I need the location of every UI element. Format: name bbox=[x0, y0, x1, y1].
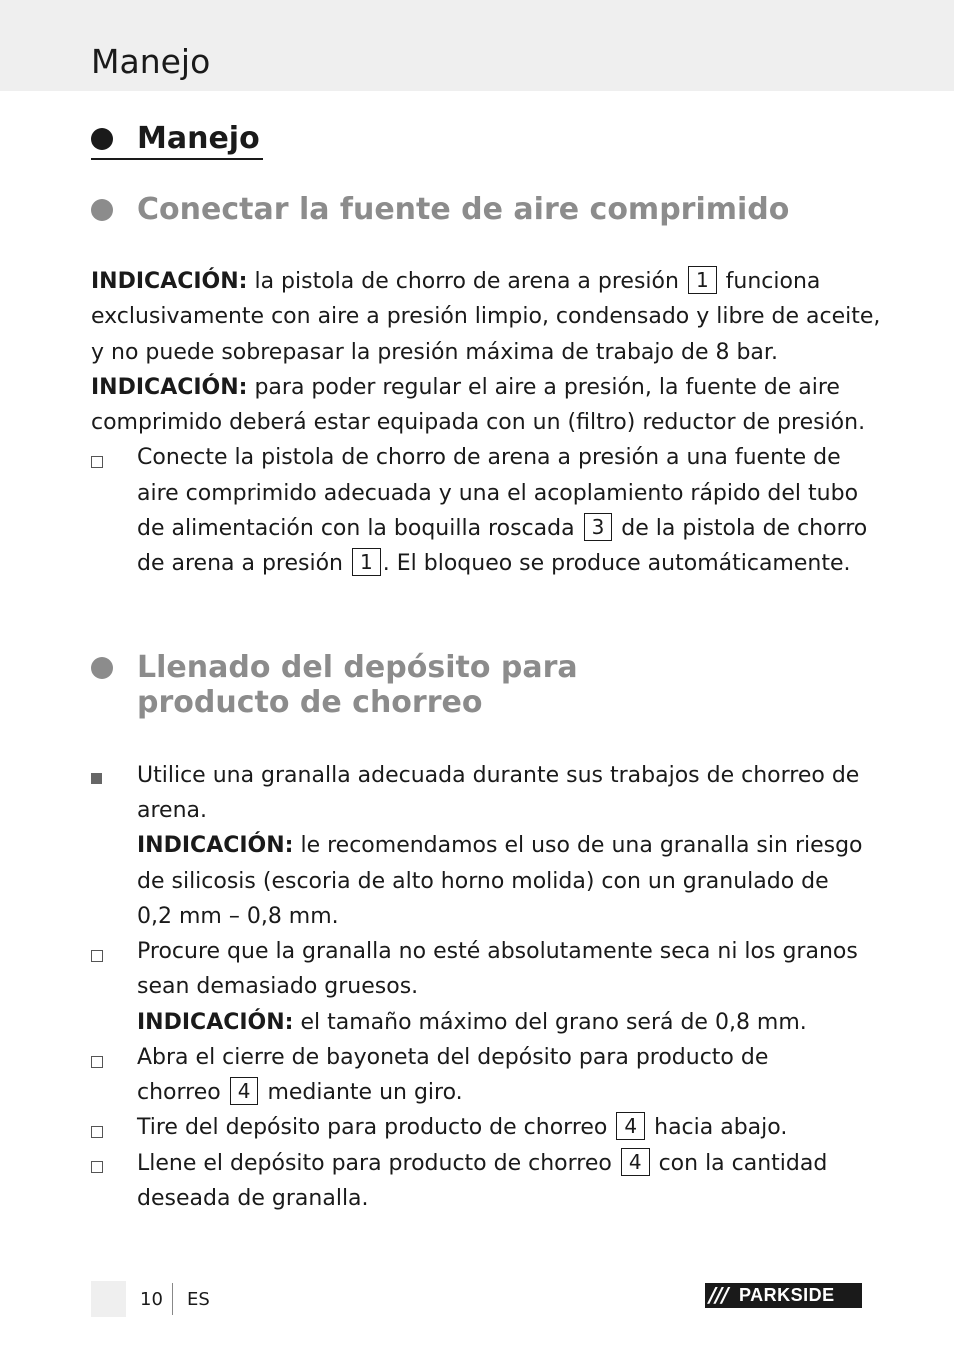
logo-slashes: /// bbox=[709, 1283, 728, 1307]
step-text: con la cantidad bbox=[658, 1151, 828, 1176]
page-number: 10 bbox=[140, 1289, 163, 1310]
note-label: INDICACIÓN: bbox=[91, 375, 248, 400]
note-label: INDICACIÓN: bbox=[137, 833, 294, 858]
note-text: le recomendamos el uso de una granalla sin riesgo bbox=[300, 833, 863, 858]
step-line bbox=[137, 511, 867, 546]
checkbox-icon bbox=[91, 1056, 103, 1068]
parkside-logo bbox=[705, 1283, 862, 1308]
item-line: Utilice una granalla adecuada durante sus trabajos de chorreo de bbox=[137, 763, 860, 788]
step-line bbox=[137, 1110, 787, 1145]
step-line bbox=[137, 1075, 463, 1110]
note-line bbox=[91, 264, 820, 299]
heading-underline bbox=[91, 158, 263, 160]
step-line: Abra el cierre de bayoneta del depósito para producto de bbox=[137, 1045, 769, 1070]
checkbox-icon bbox=[91, 456, 103, 468]
heading-llenado-line2: producto de chorreo bbox=[137, 685, 483, 720]
page-header-title: Manejo bbox=[91, 42, 211, 81]
footer-box bbox=[91, 1281, 126, 1317]
note-text: la pistola de chorro de arena a presión bbox=[254, 269, 679, 294]
ref-number-box: 1 bbox=[688, 266, 717, 294]
item-line: arena. bbox=[137, 798, 207, 823]
square-bullet-icon bbox=[91, 773, 102, 784]
note-line: comprimido deberá estar equipada con un (filtro) reductor de presión. bbox=[91, 410, 866, 435]
step-text: Tire del depósito para producto de chorreo bbox=[137, 1115, 608, 1140]
step-line: sean demasiado gruesos. bbox=[137, 974, 419, 999]
note-text: el tamaño máximo del grano será de 0,8 mm. bbox=[300, 1010, 807, 1035]
note-label: INDICACIÓN: bbox=[137, 1010, 294, 1035]
step-text: . El bloqueo se produce automáticamente. bbox=[382, 551, 851, 576]
heading-manejo: Manejo bbox=[137, 121, 260, 156]
bullet-dot-icon bbox=[91, 199, 113, 221]
note-line bbox=[91, 370, 840, 405]
heading-conectar: Conectar la fuente de aire comprimido bbox=[137, 192, 790, 227]
heading-llenado-line1: Llenado del depósito para bbox=[137, 650, 578, 685]
footer-divider bbox=[172, 1283, 173, 1315]
bullet-dot-icon bbox=[91, 128, 113, 150]
note-text: funciona bbox=[725, 269, 821, 294]
step-line bbox=[137, 546, 851, 581]
checkbox-icon bbox=[91, 950, 103, 962]
note-text: para poder regular el aire a presión, la fuente de aire bbox=[254, 375, 840, 400]
step-text: de alimentación con la boquilla roscada bbox=[137, 516, 575, 541]
step-line: Procure que la granalla no esté absolutamente seca ni los granos bbox=[137, 939, 858, 964]
note-line: de silicosis (escoria de alto horno molida) con un granulado de bbox=[137, 869, 829, 894]
note-label: INDICACIÓN: bbox=[91, 269, 248, 294]
step-line: Conecte la pistola de chorro de arena a presión a una fuente de bbox=[137, 445, 841, 470]
step-text: de la pistola de chorro bbox=[621, 516, 868, 541]
ref-number-box: 4 bbox=[616, 1112, 645, 1140]
ref-number-box: 4 bbox=[621, 1148, 650, 1176]
note-line bbox=[137, 1005, 807, 1040]
ref-number-box: 4 bbox=[230, 1077, 259, 1105]
ref-number-box: 1 bbox=[352, 548, 381, 576]
step-text: chorreo bbox=[137, 1080, 221, 1105]
section-heading-llenado bbox=[91, 648, 891, 728]
step-line: aire comprimido adecuada y una el acoplamiento rápido del tubo bbox=[137, 481, 859, 506]
note-line: y no puede sobrepasar la presión máxima de trabajo de 8 bar. bbox=[91, 340, 778, 365]
note-line: 0,2 mm – 0,8 mm. bbox=[137, 904, 339, 929]
section-heading-conectar bbox=[91, 190, 891, 232]
step-line: deseada de granalla. bbox=[137, 1186, 369, 1211]
section-heading-manejo bbox=[91, 118, 791, 188]
step-line bbox=[137, 1146, 827, 1181]
step-text: de arena a presión bbox=[137, 551, 344, 576]
note-line bbox=[137, 828, 863, 863]
checkbox-icon bbox=[91, 1126, 103, 1138]
bullet-dot-icon bbox=[91, 657, 113, 679]
note-line: exclusivamente con aire a presión limpio, condensado y libre de aceite, bbox=[91, 304, 881, 329]
step-text: mediante un giro. bbox=[267, 1080, 463, 1105]
logo-text: PARKSIDE bbox=[739, 1285, 835, 1305]
step-text: Llene el depósito para producto de chorreo bbox=[137, 1151, 612, 1176]
language-code: ES bbox=[187, 1289, 210, 1310]
ref-number-box: 3 bbox=[584, 513, 613, 541]
checkbox-icon bbox=[91, 1161, 103, 1173]
step-text: hacia abajo. bbox=[654, 1115, 788, 1140]
